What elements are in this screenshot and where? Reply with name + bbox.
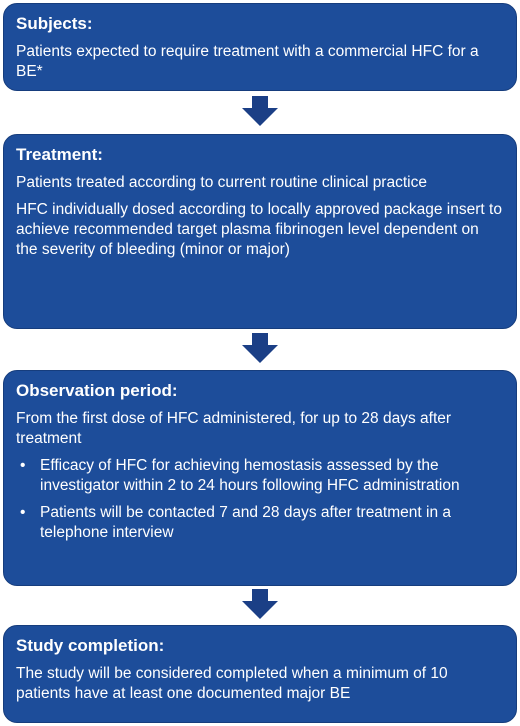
bullet-text: Efficacy of HFC for achieving hemostasis assessed by the investigator within 2 to 24 hours following HFC administration: [40, 457, 460, 494]
treatment-paragraph: HFC individually dosed according to locally approved package insert to achieve recommended target plasma fibrinogen level dependent on the severity of bleeding (minor or major): [16, 201, 502, 258]
subjects-text: Patients expected to require treatment with a commercial HFC for a BE*: [16, 43, 479, 80]
observation-text: From the first dose of HFC administered, for up to 28 days after treatment: [16, 410, 452, 447]
list-item: [16, 503, 504, 543]
bullet-text: Patients will be contacted 7 and 28 days after treatment in a telephone interview: [40, 504, 451, 541]
observation-bullet-list: [16, 456, 504, 543]
down-arrow-icon: [240, 333, 280, 363]
down-arrow-icon: [240, 96, 280, 126]
subjects-title: Subjects:: [16, 14, 93, 33]
observation-box: [3, 370, 517, 586]
treatment-paragraph: Patients treated according to current routine clinical practice: [16, 174, 427, 191]
observation-title: Observation period:: [16, 381, 178, 400]
bullet-icon: •: [20, 504, 26, 521]
bullet-icon: •: [20, 457, 26, 474]
study-completion-title: Study completion:: [16, 636, 165, 655]
list-item: [16, 456, 504, 496]
treatment-box: [3, 134, 517, 329]
down-arrow-icon: [240, 589, 280, 619]
treatment-title: Treatment:: [16, 145, 103, 164]
study-completion-box: [3, 625, 517, 723]
subjects-box: [3, 3, 517, 91]
study-completion-text: The study will be considered completed when a minimum of 10 patients have at least one documented major BE: [16, 665, 448, 702]
